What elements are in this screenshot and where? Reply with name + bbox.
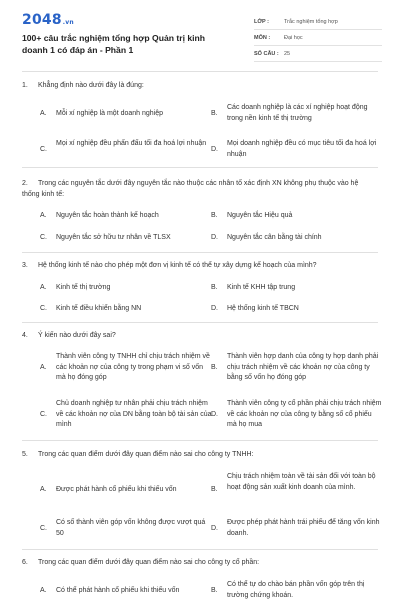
option-letter: B.: [211, 364, 218, 371]
meta-row-count: [254, 46, 382, 62]
divider: [22, 252, 378, 253]
option-letter: A.: [40, 587, 47, 594]
option-text: Được phát hành cổ phiếu khi thiếu vốn: [56, 486, 177, 493]
meta-row-subject: [254, 30, 382, 46]
option-text: Kinh tế điều khiển bằng NN: [56, 305, 142, 312]
option-letter: B.: [211, 587, 218, 594]
option-text: Có số thành viên góp vốn không được vượt quá 50: [56, 519, 206, 537]
question-text: Trong các nguyên tắc dưới đây nguyên tắc nào thuộc các nhân tố xác định XN không phụ thuộc vào hệ thống kinh tế:: [22, 180, 359, 198]
question-text: Trong các quan điểm dưới đây quan điểm nào sai cho công ty cổ phần:: [38, 559, 260, 566]
option-text: Nguyên tắc hoàn thành kế hoạch: [56, 212, 159, 219]
option-letter: D.: [211, 146, 218, 153]
question-4: [22, 331, 374, 342]
question-1: [22, 81, 374, 92]
meta-row-class: [254, 14, 382, 30]
logo-main: 2048: [22, 12, 62, 28]
question-number: 6.: [22, 559, 28, 566]
option-text: Có thể phát hành cổ phiếu khi thiếu vốn: [56, 587, 180, 594]
option-text: Mỗi xí nghiệp là một doanh nghiệp: [56, 110, 164, 117]
question-6: [22, 558, 374, 569]
meta-label: LỚP :: [254, 18, 269, 25]
option-letter: C.: [40, 234, 47, 241]
question-5: [22, 450, 374, 461]
option-text: Mọi doanh nghiệp đều có mục tiêu tối đa hoá lợi nhuận: [227, 140, 377, 158]
site-logo[interactable]: [22, 12, 74, 28]
option-text: Hệ thống kinh tế TBCN: [227, 305, 299, 312]
option-text: Nguyên tắc cân bằng tài chính: [227, 234, 322, 241]
meta-value: Đại học: [284, 34, 303, 41]
option-text: Nguyên tắc sở hữu tư nhân về TLSX: [56, 234, 171, 241]
option-letter: D.: [211, 411, 218, 418]
question-2: [22, 179, 374, 200]
meta-value: Trắc nghiệm tổng hợp: [284, 18, 338, 25]
meta-label: MÔN :: [254, 34, 271, 41]
option-letter: D.: [211, 525, 218, 532]
option-text: Kinh tế KHH tập trung: [227, 284, 296, 291]
logo-tld: .vn: [62, 19, 74, 26]
option-text: Mọi xí nghiệp đều phấn đấu tối đa hoá lợi nhuận: [56, 140, 207, 147]
option-letter: B.: [211, 110, 218, 117]
divider: [22, 322, 378, 323]
meta-box: [254, 14, 382, 62]
option-text: Thành viên công ty TNHH chỉ chịu trách nhiệm về các khoản nợ của công ty trong phạm vi số vốn mà họ đóng góp: [56, 353, 210, 381]
option-letter: C.: [40, 411, 47, 418]
question-number: 4.: [22, 332, 28, 339]
option-letter: A.: [40, 486, 47, 493]
option-letter: A.: [40, 284, 47, 291]
question-3: [22, 261, 374, 272]
option-text: Chủ doanh nghiệp tư nhân phải chịu trách nhiệm về các khoản nợ của DN bằng toàn bộ tài sản của mình: [56, 400, 212, 428]
option-letter: C.: [40, 525, 47, 532]
document-title: 100+ câu trắc nghiệm tổng hợp Quản trị kinh doanh 1 có đáp án - Phần 1: [22, 33, 206, 55]
option-letter: C.: [40, 146, 47, 153]
meta-label: SỐ CÂU :: [254, 50, 279, 57]
option-letter: D.: [211, 234, 218, 241]
question-number: 3.: [22, 262, 28, 269]
option-letter: B.: [211, 486, 218, 493]
option-text: Các doanh nghiệp là các xí nghiệp hoạt động trong nền kinh tế thị trường: [227, 104, 368, 122]
option-letter: D.: [211, 305, 218, 312]
option-text: Kinh tế thị trường: [56, 284, 111, 291]
divider: [22, 71, 378, 72]
question-number: 2.: [22, 180, 28, 187]
option-text: Được phép phát hành trái phiếu để tăng vốn kinh doanh.: [227, 519, 380, 537]
question-text: Hệ thống kinh tế nào cho phép một đơn vị kinh tế có thể tự xây dựng kế hoạch của mình?: [38, 262, 317, 269]
option-text: Chịu trách nhiệm toàn về tài sản đối với toàn bộ hoạt động sản xuất kinh doanh của mình.: [227, 473, 376, 491]
option-letter: B.: [211, 284, 218, 291]
meta-value: 25: [284, 50, 291, 57]
divider: [22, 167, 378, 168]
question-number: 5.: [22, 451, 28, 458]
question-text: Ý kiến nào dưới đây sai?: [38, 332, 116, 339]
question-text: Khẳng định nào dưới đây là đúng:: [38, 82, 144, 89]
option-text: Có thể tự do chào bán phần vốn góp trên thị trường chứng khoán.: [227, 581, 365, 599]
option-letter: A.: [40, 212, 47, 219]
option-letter: A.: [40, 364, 47, 371]
option-letter: A.: [40, 110, 47, 117]
divider: [22, 549, 378, 550]
option-letter: B.: [211, 212, 218, 219]
question-text: Trong các quan điểm dưới đây quan điểm nào sai cho công ty TNHH:: [38, 451, 254, 458]
page-header: [0, 0, 400, 78]
option-letter: C.: [40, 305, 47, 312]
divider: [22, 440, 378, 441]
option-text: Thành viên công ty cổ phần phải chịu trách nhiệm về các khoản nợ của công ty bằng số cổ phiếu mà họ mua: [227, 400, 382, 428]
option-text: Nguyên tắc Hiệu quả: [227, 212, 293, 219]
question-number: 1.: [22, 82, 28, 89]
option-text: Thành viên hợp danh của công ty hợp danh phải chịu trách nhiệm về các khoản nợ của công ty bằng số vốn họ đóng góp: [227, 353, 379, 381]
